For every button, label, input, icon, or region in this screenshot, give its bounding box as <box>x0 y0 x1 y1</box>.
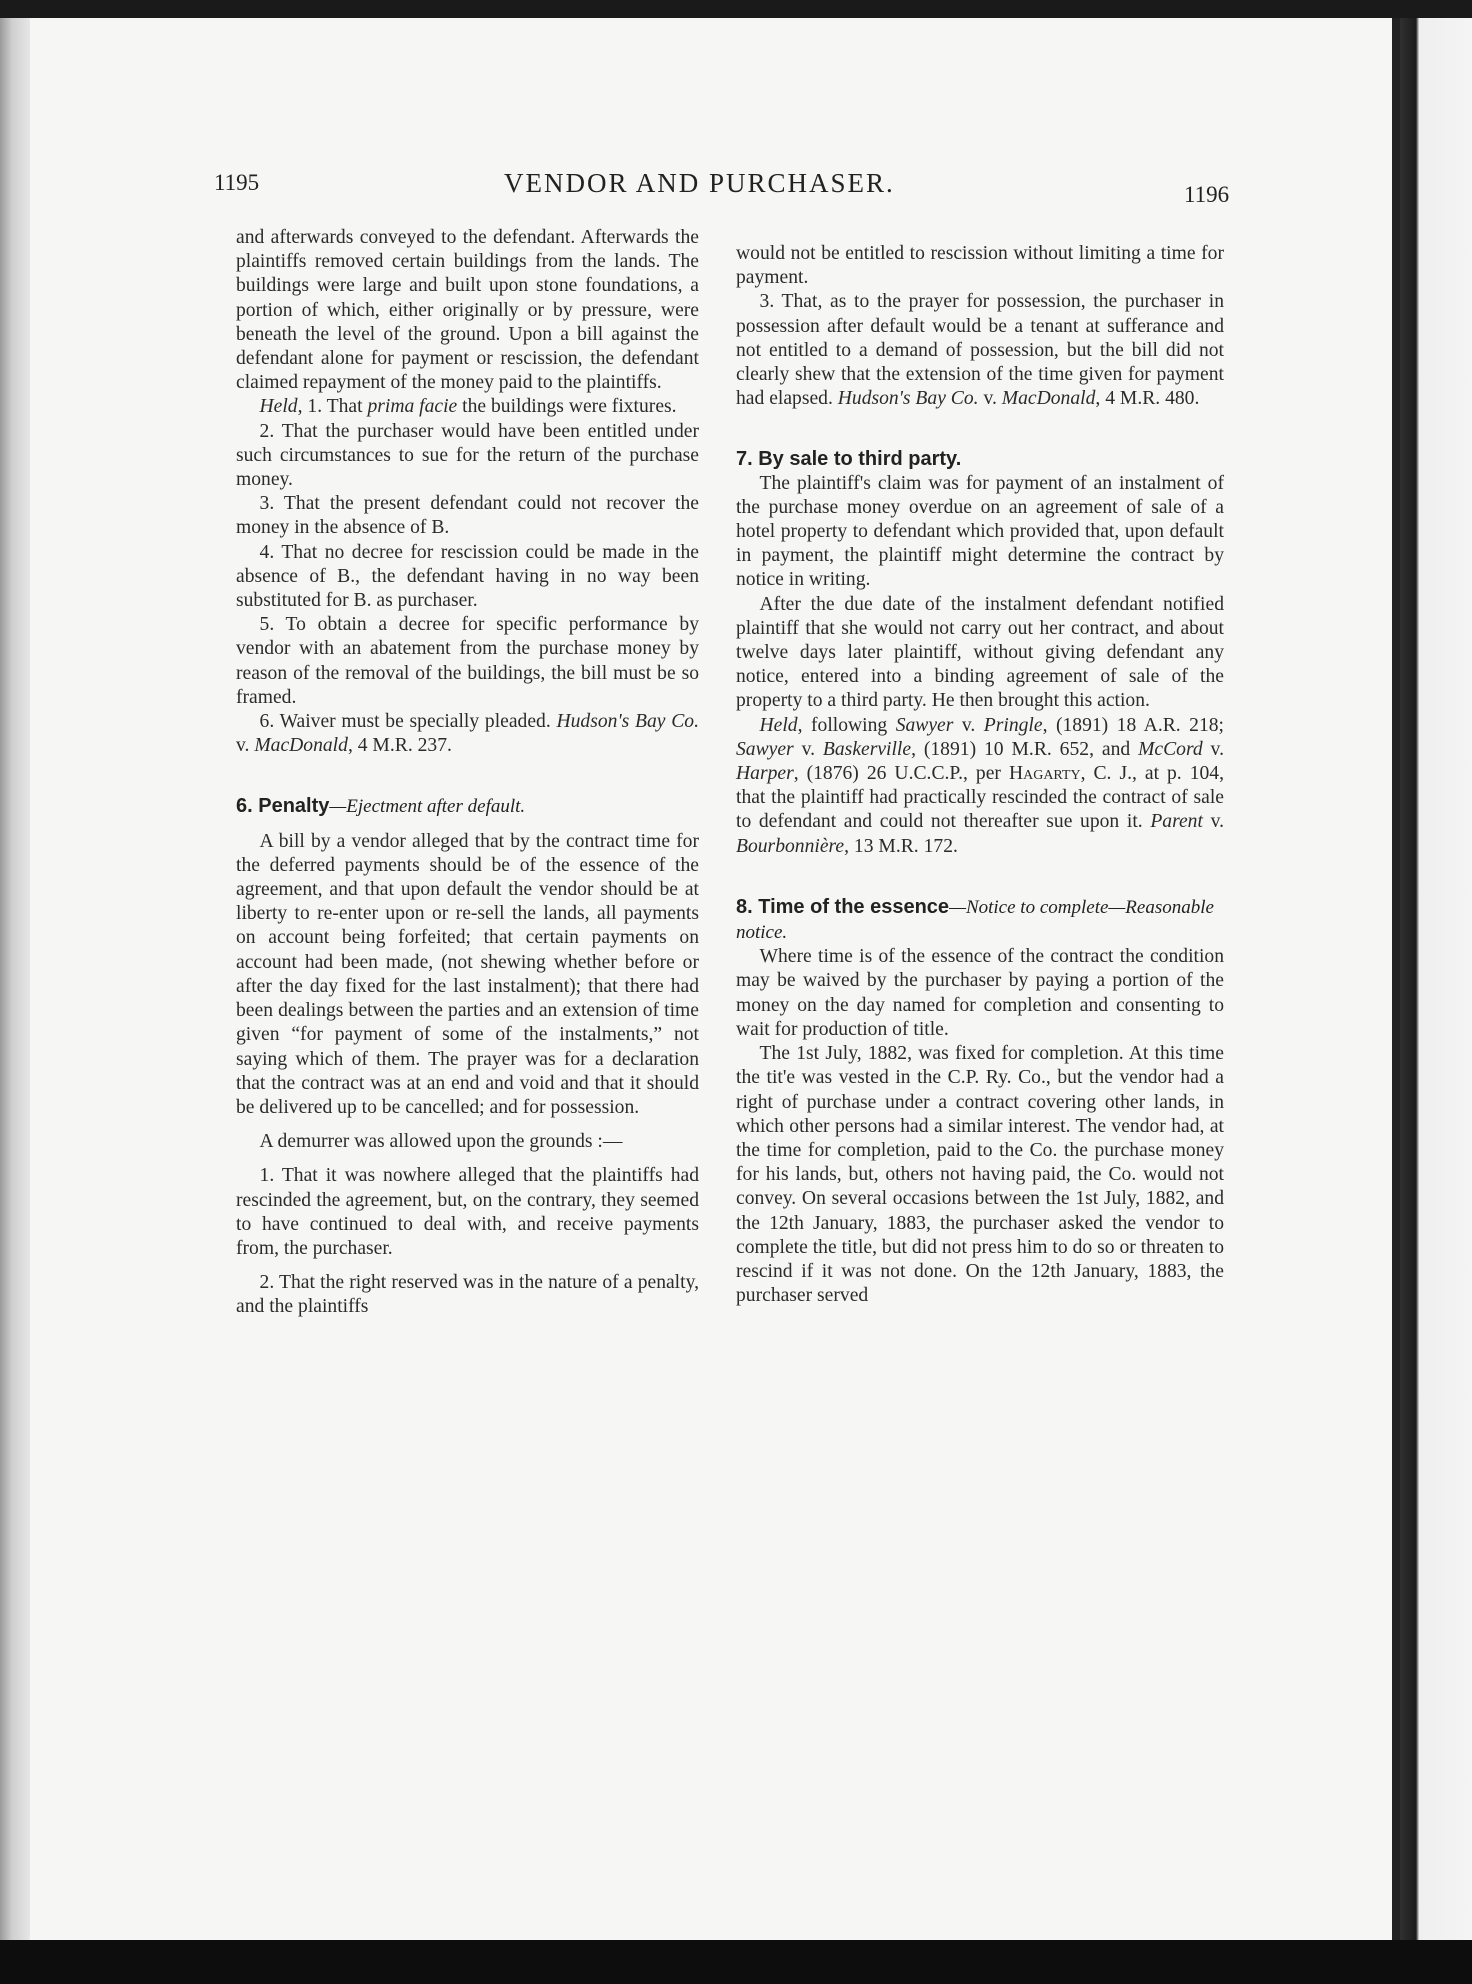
citation: , (1876) 26 U.C.C.P., per <box>793 763 1009 785</box>
case-name: McCord <box>1138 738 1203 760</box>
text-run: the buildings were fixtures. <box>457 396 677 418</box>
section-subtitle: —Notice to complete—Reasonable notice. <box>736 896 1214 944</box>
paragraph: The 1st July, 1882, was fixed for completion. At this time the tit'e was vested in the C.P. Ry. Co., but the vendor had a right of purchase under a contract covering other lands, in which other persons had a similar interest. The vendor had, at the time for completion, paid to the Co. the purchase money for his lands, but, others not having paid, the Co. would not convey. On several occasions between the 1st July, 1882, and the 12th January, 1883, the purchaser asked the vendor to complete the title, but did not press him to do so or threaten to rescind if it was not done. On the 12th January, 1883, the purchaser served <box>736 1043 1224 1307</box>
latin-phrase: prima facie <box>367 396 458 418</box>
holding-5: 5. To obtain a decree for specific performance by vendor with an abatement from the purchase money by reason of the removal of the buildings, the bill must be so framed. <box>236 614 699 708</box>
spacer <box>236 758 699 794</box>
holding-3: 3. That the present defendant could not recover the money in the absence of B. <box>236 493 699 539</box>
book-spine <box>0 18 30 1940</box>
text-run: , C. J., at p. 104, that the plaintiff had practically rescinded the contract of sale to defendant and could not thereafter sue upon it. <box>736 763 1224 833</box>
text-run: v. <box>978 388 1002 410</box>
page-title: VENDOR AND PURCHASER. <box>504 168 895 198</box>
page-edge-line <box>1392 18 1400 1940</box>
citation: , 4 M.R. 480. <box>1095 388 1200 410</box>
section-title: 6. Penalty <box>236 795 330 818</box>
text-run: 3. That, as to the prayer for possession, the purchaser in possession after default would be a tenant at sufferance and not entitled to a demand of possession, but the bill did not clearly shew that the extension of the time given for payment had elapsed. <box>736 291 1224 410</box>
text-run: v. <box>1202 811 1224 833</box>
page-number-right: 1196 <box>1184 182 1230 207</box>
section-7-heading: 7. By sale to third party. <box>736 448 962 471</box>
paragraph: A bill by a vendor alleged that by the contract time for the deferred payments should be of the essence of the agreement, and that upon default the vendor should be at liberty to re-enter upon or re-sell the lands, all payments on account being forfeited; that certain payments on account had been made, (not shewing whether before or after the day fixed for the last instalment); that there had been dealings between the parties and an extension of time given “for payment of some of the instalments,” not saying which of them. The prayer was for a declaration that the contract was at an end and void and that it should be delivered up to be cancelled; and for possession. <box>236 830 699 1118</box>
paragraph: 1. That it was nowhere alleged that the plaintiffs had rescinded the agreement, but, on the contrary, they seemed to have continued to deal with, and receive payments from, the purchaser. <box>236 1165 699 1259</box>
holding-2: 2. That the purchaser would have been entitled under such circumstances to sue for the return of the purchase money. <box>236 420 699 491</box>
text-run: v. <box>236 735 255 757</box>
citation: , 13 M.R. 172. <box>844 835 958 857</box>
held-paragraph <box>236 395 699 419</box>
case-name: Hudson's Bay Co. <box>556 711 699 733</box>
paragraph: After the due date of the instalment defendant notified plaintiff that she would not carry out her contract, and about twelve days later plaintiff, without giving defendant any notice, entered into a binding agreement of sale of the property to a third party. He then brought this action. <box>736 593 1224 712</box>
holding-4: 4. That no decree for rescission could be made in the absence of B., the defendant having in no way been substituted for B. as purchaser. <box>236 541 699 612</box>
case-name: MacDonald <box>1001 388 1096 410</box>
held-paragraph <box>736 714 1224 859</box>
case-name: Harper <box>736 763 794 785</box>
citation: , 4 M.R. 237. <box>347 735 452 757</box>
case-name: Baskerville <box>822 738 912 760</box>
case-name: Parent <box>1150 811 1203 833</box>
paragraph: would not be entitled to rescission without limiting a time for payment. <box>736 243 1224 289</box>
text-run: v. <box>953 714 984 736</box>
spacer <box>736 411 1224 447</box>
section-title: 8. Time of the essence <box>736 895 950 918</box>
judge-name: Hagarty <box>1008 763 1081 785</box>
held-word: Held <box>759 714 798 736</box>
paragraph: The plaintiff's claim was for payment of an instalment of the purchase money overdue on an agreement of sale of a hotel property to defendant which provided that, upon default in payment, the plaintiff might determine the contract by notice in writing. <box>736 472 1224 591</box>
paragraph: and afterwards conveyed to the defendant. Afterwards the plaintiffs removed certain buildings from the lands. The buildings were large and built upon stone foundations, a portion of which, either originally or by pressure, were beneath the level of the ground. Upon a bill against the defendant alone for payment or rescission, the defendant claimed repayment of the money paid to the plaintiffs. <box>236 227 699 394</box>
paragraph: 2. That the right reserved was in the nature of a penalty, and the plaintiffs <box>236 1272 699 1318</box>
paragraph: A demurrer was allowed upon the grounds :— <box>259 1131 623 1153</box>
section-subtitle: —Ejectment after default. <box>329 796 526 818</box>
spacer <box>236 820 699 830</box>
spacer <box>236 1154 699 1164</box>
holding-6 <box>236 710 699 758</box>
page-edge-right <box>1392 18 1472 1940</box>
citation: , (1891) 18 A.R. 218; <box>1042 714 1225 736</box>
right-column <box>736 242 1224 1308</box>
case-name: Pringle <box>983 714 1043 736</box>
paragraph: Where time is of the essence of the contract the condition may be waived by the purchaser by paying a portion of the money on the day named for completion and consenting to wait for production of title. <box>736 946 1224 1040</box>
scan-border-top <box>0 0 1472 18</box>
text-run: v. <box>1202 738 1224 760</box>
case-name: Bourbonnière <box>736 835 845 857</box>
spacer <box>236 1120 699 1130</box>
page-number-left: 1195 <box>214 170 260 195</box>
text-run: , 1. That <box>297 396 368 418</box>
text-run: 6. Waiver must be specially pleaded. <box>259 711 557 733</box>
citation: , (1891) 10 M.R. 652, and <box>911 738 1139 760</box>
scan-border-bottom <box>0 1940 1472 1984</box>
left-column <box>236 226 699 1320</box>
text-run: v. <box>793 738 823 760</box>
section-6-heading <box>236 794 699 819</box>
case-name: MacDonald <box>254 735 348 757</box>
case-name: Sawyer <box>895 714 954 736</box>
spacer <box>236 1261 699 1271</box>
spacer <box>736 859 1224 895</box>
case-name: Hudson's Bay Co. <box>837 388 979 410</box>
paragraph <box>736 290 1224 411</box>
running-head <box>200 170 1240 210</box>
held-word: Held <box>259 396 298 418</box>
case-name: Sawyer <box>736 738 794 760</box>
section-8-heading <box>736 895 1224 945</box>
text-run: , following <box>797 714 896 736</box>
